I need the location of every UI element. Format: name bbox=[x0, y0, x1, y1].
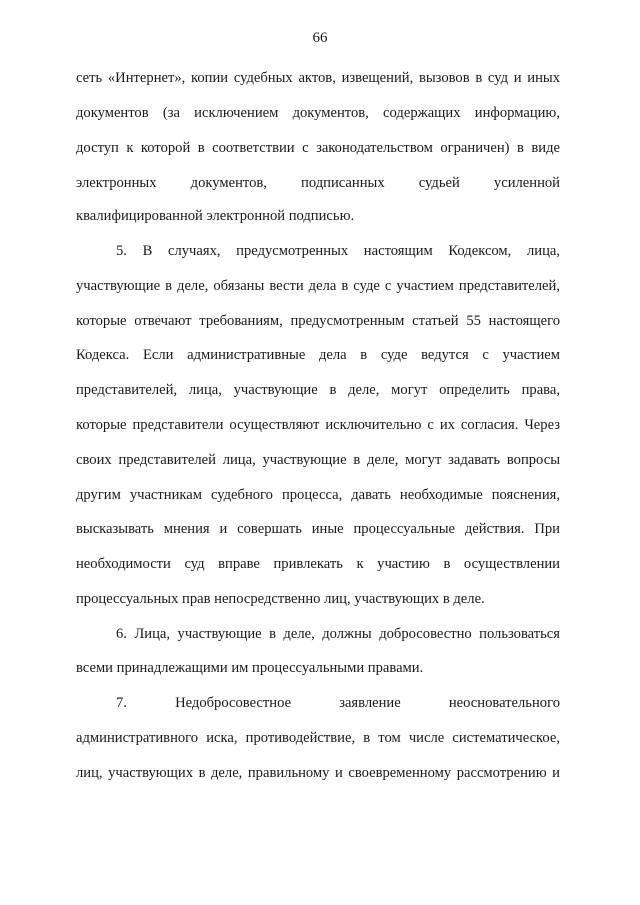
text-line-8: которые отвечают требованиям, предусмотренным статьей 55 настоящего bbox=[76, 313, 560, 329]
text-line-12: своих представителей лица, участвующие в деле, могут задавать вопросы bbox=[76, 452, 560, 468]
text-line-13: другим участникам судебного процесса, давать необходимые пояснения, bbox=[76, 487, 560, 503]
text-line-21: лиц, участвующих в деле, правильному и своевременному рассмотрению и bbox=[76, 765, 560, 781]
text-line-5: квалифицированной электронной подписью. bbox=[76, 208, 355, 224]
paragraph-7-start: 7. Недобросовестное заявление неосновательного bbox=[116, 695, 560, 711]
text-line-18: всеми принадлежащими им процессуальными правами. bbox=[76, 660, 424, 676]
text-line-11: которые представители осуществляют исключительно с их согласия. Через bbox=[76, 417, 560, 433]
text-line-16: процессуальных прав непосредственно лиц, участвующих в деле. bbox=[76, 591, 485, 607]
text-line-7: участвующие в деле, обязаны вести дела в суде с участием представителей, bbox=[76, 278, 560, 294]
text-line-9: Кодекса. Если административные дела в суде ведутся с участием bbox=[76, 347, 560, 363]
paragraph-6-start: 6. Лица, участвующие в деле, должны добросовестно пользоваться bbox=[116, 626, 560, 642]
text-line-20: административного иска, противодействие, в том числе систематическое, bbox=[76, 730, 560, 746]
page-number: 66 bbox=[312, 30, 328, 46]
text-line-4: электронных документов, подписанных судьей усиленной bbox=[76, 175, 560, 191]
text-line-2: документов (за исключением документов, содержащих информацию, bbox=[76, 105, 560, 121]
text-line-3: доступ к которой в соответствии с законодательством ограничен) в виде bbox=[76, 140, 560, 156]
text-line-14: высказывать мнения и совершать иные процессуальные действия. При bbox=[76, 521, 560, 537]
text-line-1: сеть «Интернет», копии судебных актов, извещений, вызовов в суд и иных bbox=[76, 70, 560, 86]
text-line-15: необходимости суд вправе привлекать к участию в осуществлении bbox=[76, 556, 560, 572]
paragraph-5-start: 5. В случаях, предусмотренных настоящим Кодексом, лица, bbox=[116, 243, 560, 259]
text-line-10: представителей, лица, участвующие в деле, могут определить права, bbox=[76, 382, 560, 398]
